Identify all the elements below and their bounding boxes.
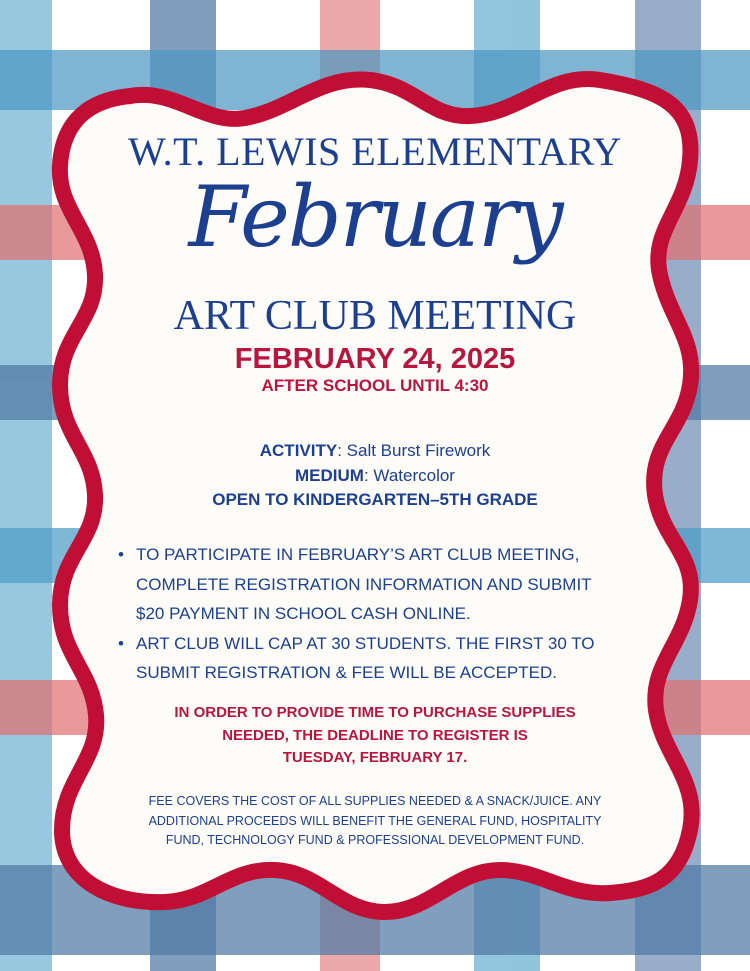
registration-bullets — [118, 540, 638, 688]
activity-details — [0, 439, 750, 513]
medium-label: MEDIUM — [295, 465, 364, 485]
eligibility-line: OPEN TO KINDERGARTEN–5TH GRADE — [212, 490, 538, 509]
bullet-icon: • — [118, 545, 124, 564]
bullet-item: • ART CLUB WILL CAP AT 30 STUDENTS. THE FIRST 30 TO SUBMIT REGISTRATION & FEE WILL BE ACCEPTED. — [118, 629, 638, 688]
activity-label: ACTIVITY — [259, 441, 338, 460]
event-title: ART CLUB MEETING — [173, 293, 577, 339]
fee-notice: FEE COVERS THE COST OF ALL SUPPLIES NEEDED & A SNACK/JUICE. ANY ADDITIONAL PROCEEDS WILL BENEFIT THE GENERAL FUND, HOSPITALITY FUND, TECHNOLOGY FUND & PROFESSIONAL DEVELOPMENT FUND. — [148, 794, 602, 847]
event-date: FEBRUARY 24, 2025 — [234, 343, 516, 375]
school-name: W.T. LEWIS ELEMENTARY — [128, 129, 622, 174]
medium-line — [0, 464, 750, 489]
activity-value: : Salt Burst Firework — [337, 441, 491, 460]
bullet-icon: • — [118, 633, 124, 653]
month-script-title: February — [188, 168, 562, 266]
deadline-notice: IN ORDER TO PROVIDE TIME TO PURCHASE SUPPLIES NEEDED, THE DEADLINE TO REGISTER IS TUESDAY, FEBRUARY 17. — [174, 704, 576, 766]
medium-value: : Watercolor — [363, 465, 455, 485]
bullet-item: • TO PARTICIPATE IN FEBRUARY’S ART CLUB MEETING, COMPLETE REGISTRATION INFORMATION AND SUBMIT $20 PAYMENT IN SCHOOL CASH ONLINE. — [118, 540, 638, 629]
event-time: AFTER SCHOOL UNTIL 4:30 — [261, 376, 489, 395]
activity-line — [0, 439, 750, 464]
